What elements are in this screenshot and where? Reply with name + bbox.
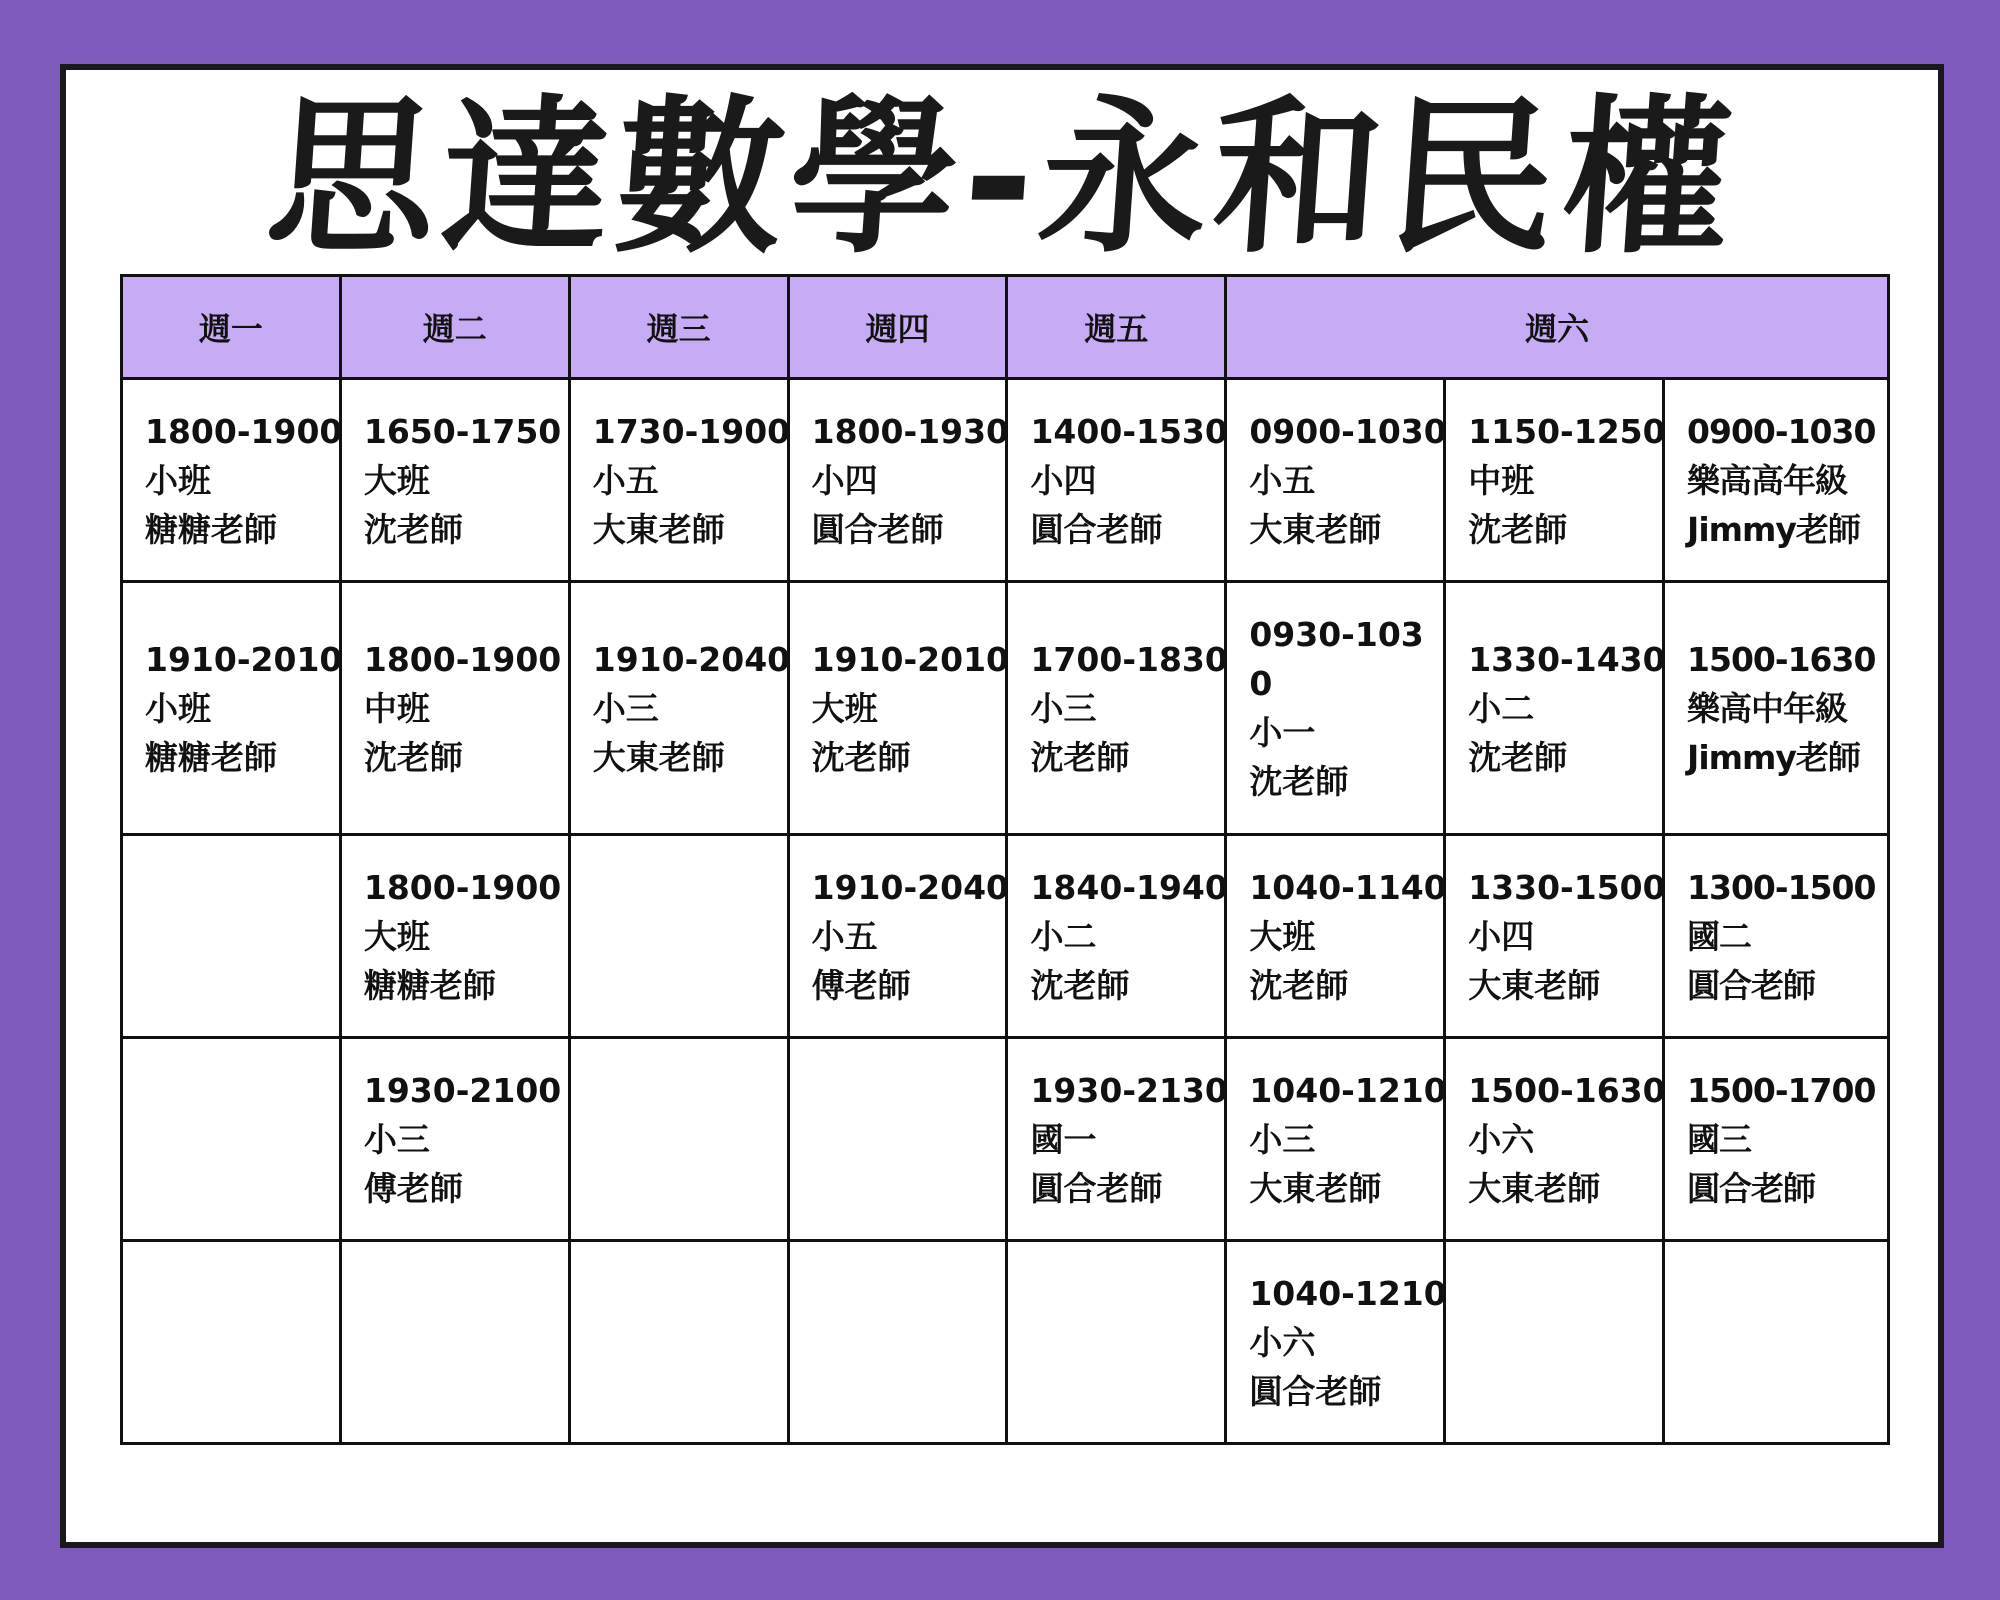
class-teacher: 沈老師 xyxy=(811,737,911,777)
class-teacher: 大東老師 xyxy=(592,509,725,549)
class-slot xyxy=(1664,379,1889,582)
class-grade: 小六 xyxy=(1249,1322,1316,1362)
class-grade: 大班 xyxy=(811,688,878,728)
empty-slot xyxy=(340,1241,569,1444)
class-grade: 中班 xyxy=(363,688,430,728)
empty-slot xyxy=(1007,1241,1226,1444)
class-teacher: 圓合老師 xyxy=(811,509,944,549)
empty-slot xyxy=(122,1241,341,1444)
class-grade: 小班 xyxy=(145,688,211,728)
class-grade: 小班 xyxy=(145,460,211,500)
schedule-row xyxy=(122,582,1889,835)
class-slot xyxy=(1226,379,1445,582)
class-teacher: 圓合老師 xyxy=(1687,965,1816,1005)
day-header-wed: 週三 xyxy=(569,276,788,379)
class-grade: 小四 xyxy=(811,460,878,500)
class-time: 1500-1630 xyxy=(1687,639,1876,679)
schedule-card xyxy=(60,64,1944,1548)
class-time: 1730-1900 xyxy=(592,411,791,451)
class-slot xyxy=(340,582,569,835)
class-time: 1330-1500 xyxy=(1468,867,1666,907)
class-grade: 小三 xyxy=(363,1119,430,1159)
class-grade: 小三 xyxy=(592,688,659,728)
class-slot xyxy=(340,1038,569,1241)
day-header-tue: 週二 xyxy=(340,276,569,379)
class-slot xyxy=(1445,1038,1664,1241)
class-teacher: 大東老師 xyxy=(1468,965,1601,1005)
page-title: 思達數學-永和民權 xyxy=(261,80,1743,276)
class-slot xyxy=(1226,582,1445,835)
schedule-row xyxy=(122,379,1889,582)
class-slot xyxy=(1007,1038,1226,1241)
class-teacher: 大東老師 xyxy=(1468,1168,1601,1208)
class-grade: 小五 xyxy=(1249,460,1316,500)
class-slot xyxy=(1226,1241,1445,1444)
class-grade: 大班 xyxy=(363,460,430,500)
class-grade: 小一 xyxy=(1249,713,1316,752)
class-grade: 大班 xyxy=(363,916,430,956)
class-grade: 小二 xyxy=(1030,916,1097,956)
class-time: 1500-1630 xyxy=(1468,1070,1666,1110)
class-grade: 小三 xyxy=(1249,1119,1316,1159)
class-teacher: 沈老師 xyxy=(1030,737,1130,777)
class-teacher: 糖糖老師 xyxy=(145,737,277,777)
class-grade: 中班 xyxy=(1468,460,1535,500)
class-slot xyxy=(1664,1038,1889,1241)
class-slot xyxy=(340,379,569,582)
day-header-row xyxy=(122,276,1889,379)
class-time: 1930-2100 xyxy=(363,1070,562,1110)
class-teacher: Jimmy老師 xyxy=(1687,737,1860,777)
class-teacher: 大東老師 xyxy=(1249,1168,1382,1208)
class-teacher: 沈老師 xyxy=(363,737,463,777)
class-grade: 樂高中年級 xyxy=(1687,688,1848,728)
empty-slot xyxy=(1445,1241,1664,1444)
class-teacher: 沈老師 xyxy=(1468,737,1568,777)
class-teacher: 傅老師 xyxy=(811,965,911,1005)
schedule-row xyxy=(122,835,1889,1038)
class-slot xyxy=(1445,379,1664,582)
class-slot xyxy=(788,582,1007,835)
class-teacher: 大東老師 xyxy=(592,737,725,777)
schedule-table xyxy=(120,274,1890,1445)
class-slot xyxy=(1226,835,1445,1038)
class-teacher: 圓合老師 xyxy=(1687,1168,1816,1208)
class-grade: 小四 xyxy=(1030,460,1097,500)
class-teacher: 糖糖老師 xyxy=(145,509,277,549)
class-time: 1040-1140 xyxy=(1249,867,1447,907)
class-time: 1650-1750 xyxy=(363,411,562,451)
class-slot xyxy=(122,379,341,582)
class-slot xyxy=(569,379,791,582)
empty-slot xyxy=(788,1241,1007,1444)
day-header-mon: 週一 xyxy=(122,276,341,379)
class-time: 1910-2040 xyxy=(811,867,1009,907)
class-teacher: 傅老師 xyxy=(363,1168,463,1208)
empty-slot xyxy=(1664,1241,1889,1444)
class-time: 1150-1250 xyxy=(1468,411,1666,451)
class-time: 1330-1430 xyxy=(1468,639,1666,679)
day-header-thu: 週四 xyxy=(788,276,1007,379)
class-grade: 國一 xyxy=(1030,1119,1097,1159)
class-grade: 國三 xyxy=(1687,1119,1752,1159)
class-teacher: 沈老師 xyxy=(1468,509,1568,549)
schedule-row xyxy=(122,1038,1889,1241)
class-grade: 小五 xyxy=(592,460,659,500)
empty-slot xyxy=(569,1241,788,1444)
class-slot xyxy=(1664,835,1889,1038)
class-grade: 樂高高年級 xyxy=(1687,460,1848,500)
class-grade: 小六 xyxy=(1468,1119,1535,1159)
class-grade: 小三 xyxy=(1030,688,1097,728)
class-time: 1700-1830 xyxy=(1030,639,1228,679)
class-grade: 小四 xyxy=(1468,916,1535,956)
day-header-fri: 週五 xyxy=(1007,276,1226,379)
class-grade: 大班 xyxy=(1249,916,1316,956)
class-time: 1800-1900 xyxy=(363,639,562,679)
empty-slot xyxy=(122,1038,341,1241)
class-time: 0900-1030 xyxy=(1249,411,1447,451)
class-grade: 國二 xyxy=(1687,916,1752,956)
class-teacher: 沈老師 xyxy=(363,509,463,549)
day-header-sat: 週六 xyxy=(1226,276,1889,379)
class-grade: 小五 xyxy=(811,916,878,956)
class-teacher: 沈老師 xyxy=(1030,965,1130,1005)
class-time: 1040-1210 xyxy=(1249,1273,1447,1313)
class-teacher: 圓合老師 xyxy=(1030,1168,1163,1208)
class-time: 1500-1700 xyxy=(1687,1070,1876,1110)
class-teacher: 沈老師 xyxy=(1249,965,1349,1005)
class-teacher: Jimmy老師 xyxy=(1687,509,1860,549)
class-slot xyxy=(1007,379,1226,582)
class-slot xyxy=(788,835,1007,1038)
class-teacher: 沈老師 xyxy=(1249,762,1349,801)
class-slot xyxy=(569,582,791,835)
class-time: 1400-1530 xyxy=(1030,411,1228,451)
class-time: 1800-1900 xyxy=(363,867,562,907)
class-time: 1040-1210 xyxy=(1249,1070,1447,1110)
class-time: 1800-1930 xyxy=(811,411,1009,451)
empty-slot xyxy=(569,1038,788,1241)
class-slot xyxy=(1445,582,1664,835)
class-slot xyxy=(1007,835,1226,1038)
empty-slot xyxy=(569,835,788,1038)
class-time: 0900-1030 xyxy=(1687,411,1876,451)
class-time: 1840-1940 xyxy=(1030,867,1228,907)
class-slot xyxy=(788,379,1007,582)
class-teacher: 糖糖老師 xyxy=(363,965,496,1005)
class-time: 1910-2040 xyxy=(592,639,791,679)
schedule-row xyxy=(122,1241,1889,1444)
class-teacher: 大東老師 xyxy=(1249,509,1382,549)
schedule-body xyxy=(122,379,1889,1444)
class-time: 1930-2130 xyxy=(1030,1070,1228,1110)
class-teacher: 圓合老師 xyxy=(1030,509,1163,549)
class-time: 1910-2010 xyxy=(811,639,1009,679)
class-time: 1800-1900 xyxy=(145,411,343,451)
class-slot xyxy=(1445,835,1664,1038)
class-slot xyxy=(340,835,569,1038)
class-time: 0930-1030 xyxy=(1249,615,1424,703)
class-slot xyxy=(1664,582,1889,835)
empty-slot xyxy=(122,835,341,1038)
class-slot xyxy=(1226,1038,1445,1241)
empty-slot xyxy=(788,1038,1007,1241)
class-slot xyxy=(1007,582,1226,835)
class-slot xyxy=(122,582,341,835)
class-time: 1910-2010 xyxy=(145,639,343,679)
class-time: 1300-1500 xyxy=(1687,867,1876,907)
class-teacher: 圓合老師 xyxy=(1249,1371,1382,1411)
class-grade: 小二 xyxy=(1468,688,1535,728)
